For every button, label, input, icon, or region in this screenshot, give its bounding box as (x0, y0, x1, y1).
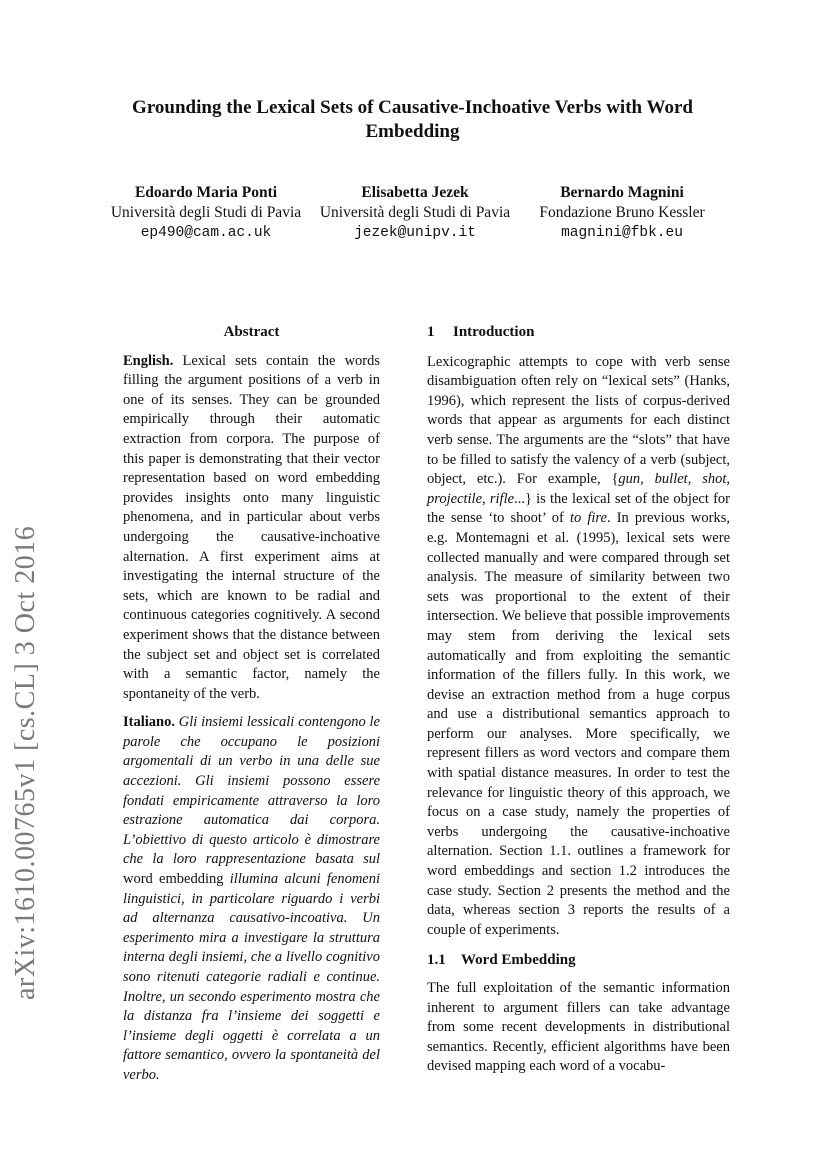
separator: , (687, 471, 703, 488)
example-word: gun (618, 471, 641, 488)
subsection-number: 1.1 (427, 952, 446, 969)
abstract-column (123, 323, 380, 1086)
word-embedding-paragraph: The full exploitation of the semantic information inherent to argument fillers can take advantage from some recent developments in distributional semantics. Recently, efficient algorithms have been devised mapping each word of a vocabu- (427, 980, 730, 1075)
author-block (100, 183, 312, 243)
author-name: Bernardo Magnini (560, 184, 684, 201)
example-word: projectile (427, 490, 483, 507)
introduction-column (427, 323, 730, 1077)
intro-text: . In previous works, e.g. Montemagni et al. (1995), lexical sets were collected manually and were compared through set analysis. The measure of similarity between two sets was proportional to the extent of their intersection. We believe that possible improvements may stem from deriving the lexical sets automatically and from exploiting the semantic information of the fillers fully. In this work, we devise an extraction method from a huge corpus and use a distributional semantics approach to perform our analyses. More specifically, we represent fillers as word vectors and compare them with spatial distance measures. In order to test the relevance for linguistic theory of this approach, we focus on a case study, namely the properties of verbs undergoing the causative-inchoative alternation. Section 1.1. outlines a framework for word embeddings and section 1.2 introduces the case study. Section 2 presents the method and the data, whereas section 3 reports the results of a couple of experiments. (427, 510, 730, 938)
example-word: rifle (489, 490, 515, 507)
italian-upright-term: word embedding (123, 871, 224, 888)
introduction-paragraph (427, 353, 730, 941)
author-name: Elisabetta Jezek (361, 184, 469, 201)
intro-text: ...} is the lexical set of the object for the sense ‘to shoot’ of (427, 490, 730, 527)
author-email: jezek@unipv.it (354, 225, 476, 241)
author-block (310, 183, 520, 243)
example-word: shot (702, 471, 727, 488)
italian-text-part-2: illumina alcuni fenomeni linguistici, in particolare riguardo i verbi ad alternanza causativo-incoativa. Un esperimento mira a investigare la struttura interna degli insiemi, che a livello cognitivo sono ritenuti categorie radiali e continue. Inoltre, un secondo esperimento mostra che la distanza fra l’insieme dei soggetti e l’insieme degli oggetti è correlata a un fattore semantico, ovvero la spontaneità del verbo. (123, 871, 381, 1083)
separator: , (726, 471, 731, 488)
author-name: Edoardo Maria Ponti (134, 184, 278, 201)
english-text: Lexical sets contain the words filling the argument positions of a verb in one of its senses. They can be grounded empirically through their automatic extraction from corpora. The purpose of this paper is demonstrating that their vector representation based on word embedding provides insights onto many linguistic phenomena, and in particular about verbs undergoing the causative-inchoative alternation. A first experiment aims at investigating the internal structure of the sets, which are known to be radial and continuous categories cognitively. A second experiment shows that the distance between the subject set and object set is correlated with a semantic factor, namely the spontaneity of the verb. (123, 352, 381, 702)
example-word: bullet (654, 471, 688, 488)
subsection-heading (427, 951, 730, 971)
subsection-title: Word Embedding (461, 952, 576, 969)
author-affiliation: Fondazione Bruno Kessler (539, 204, 705, 221)
author-affiliation: Università degli Studi di Pavia (110, 204, 302, 221)
paper-title: Grounding the Lexical Sets of Causative-Inchoative Verbs with Word Embedding (132, 97, 693, 142)
author-block (522, 183, 722, 243)
example-verb: to fire (570, 510, 607, 527)
author-email: magnini@fbk.eu (561, 225, 683, 241)
arxiv-identifier: arXiv:1610.00765v1 [cs.CL] 3 Oct 2016 (10, 525, 41, 1000)
intro-text: Lexicographic attempts to cope with verb sense disambiguation often rely on “lexical sets” (Hanks, 1996), which represent the lists of corpus-derived words that appear as arguments for each distinct verb sense. The arguments are the “slots” that have to be filled to satisfy the valency of a verb (subject, object, etc.). For example, { (427, 353, 730, 488)
section-title: Introduction (453, 324, 535, 340)
english-label: English. (123, 352, 174, 369)
separator: , (640, 471, 655, 488)
author-affiliation: Università degli Studi di Pavia (319, 204, 511, 221)
author-email: ep490@cam.ac.uk (140, 225, 272, 241)
section-heading (427, 323, 730, 343)
italian-text-part-1: Gli insiemi lessicali contengono le parole che occupano le posizioni argomentali di un verbo in una delle sue accezioni. Gli insiemi possono essere fondati empiricamente attraverso la loro estrazione automatica dai corpora. L’obiettivo di questo articolo è dimostrare che la loro rappresentazione basata sul (123, 714, 380, 868)
italian-label: Italiano. (123, 714, 175, 731)
section-number: 1 (427, 324, 435, 340)
abstract-english (123, 352, 380, 705)
abstract-italian (123, 713, 380, 1085)
abstract-heading: Abstract (223, 324, 280, 340)
separator: , (482, 490, 490, 507)
